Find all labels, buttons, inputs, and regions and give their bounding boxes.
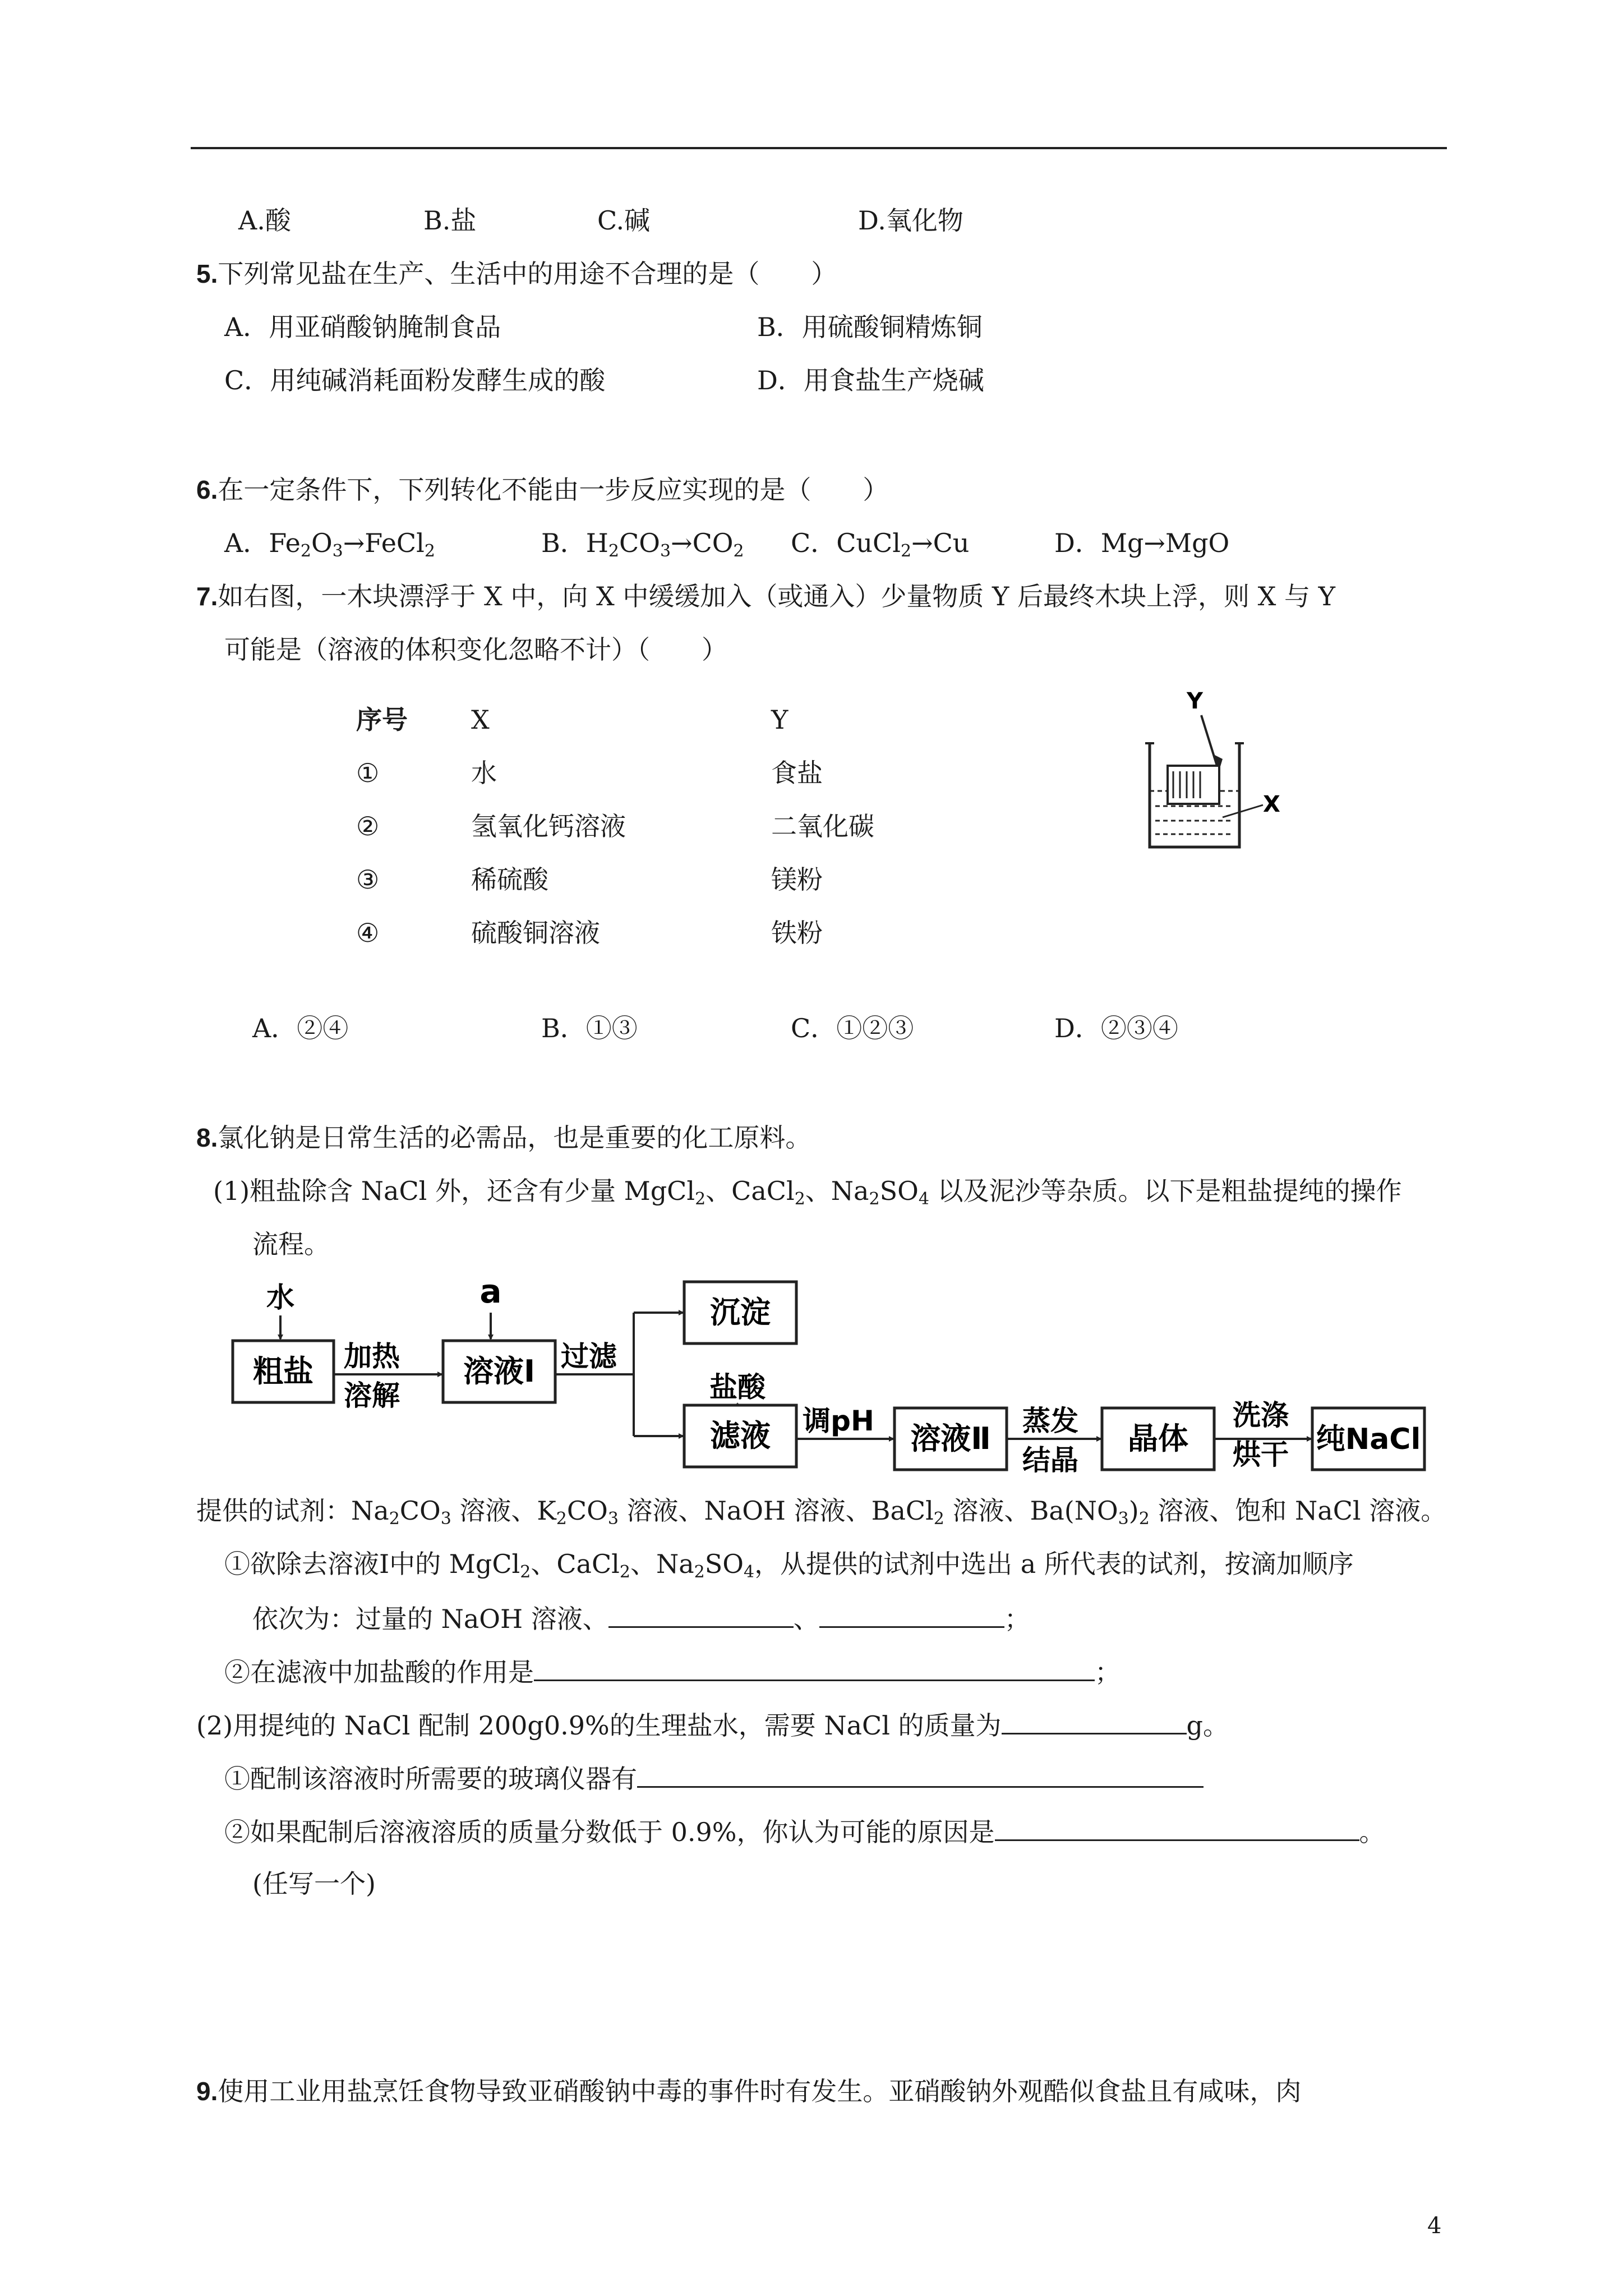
beaker-figure: [1138, 687, 1301, 855]
flow-hcl-label: 盐酸: [709, 1371, 766, 1404]
q6-number: 6.: [196, 475, 218, 504]
q8-part2: (2)用提纯的 NaCl 配制 200g0.9%的生理盐水，需要 NaCl 的质量为 g。: [196, 1708, 1229, 1741]
q8-part2-note: (任写一个): [252, 1869, 376, 1899]
q8-part1-line1: (1)粗盐除含 NaCl 外，还含有少量 MgCl$_2$、CaCl$_2$、$Na_2SO_4$ 以及泥沙等杂质。以下是粗盐提纯的操作: [213, 1176, 1402, 1209]
page-number: 4: [1427, 2213, 1442, 2239]
flow-crude-salt-label: 粗盐: [253, 1354, 313, 1389]
q7-table-cell: ④: [356, 918, 380, 948]
figure-label-x: X: [1263, 792, 1280, 817]
flow-solution1-label: 溶液Ⅰ: [463, 1354, 536, 1389]
q6-option-c: C．CuCl$_2$→Cu: [791, 528, 970, 561]
q7-table-cell: 食盐: [771, 758, 823, 788]
q8-sub2: ②在滤液中加盐酸的作用是 ；: [224, 1655, 1121, 1688]
flow-heat-label: 加热: [344, 1340, 400, 1373]
q7-option-b: B．①③: [541, 1013, 638, 1043]
q4-option-b: B.盐: [423, 205, 477, 236]
flow-pure-nacl-label: 纯NaCl: [1316, 1423, 1421, 1456]
q9-number: 9.: [196, 2077, 218, 2106]
flow-filter-label: 过滤: [561, 1340, 617, 1373]
q7-table-cell: 硫酸铜溶液: [471, 918, 600, 948]
flow-wash-label: 洗涤: [1233, 1399, 1289, 1432]
flow-adjust-ph-label: 调pH: [803, 1405, 874, 1437]
q7-option-a: A．②④: [252, 1013, 349, 1043]
q7-option-d: D．②③④: [1054, 1013, 1178, 1043]
q6-stem: 6.在一定条件下，下列转化不能由一步反应实现的是（ ）: [196, 475, 889, 505]
q8-part2-sub2: ②如果配制后溶液溶质的质量分数低于 0.9%，你认为可能的原因是 。: [224, 1815, 1385, 1848]
q7-table-header-x: X: [471, 705, 490, 735]
q5-number: 5.: [196, 259, 218, 288]
q7-option-c: C．①②③: [791, 1013, 914, 1043]
answer-blank-4[interactable]: [1002, 1708, 1187, 1734]
answer-blank-2[interactable]: [819, 1602, 1004, 1628]
flow-crystal-label: 晶体: [1128, 1421, 1188, 1456]
q6-option-a: A．$Fe_2O_3\to FeCl_2$: [224, 528, 435, 561]
q8-stem: 8.氯化钠是日常生活的必需品，也是重要的化工原料。: [196, 1122, 811, 1153]
flow-water-label: 水: [266, 1281, 294, 1314]
answer-blank-6[interactable]: [995, 1815, 1359, 1841]
purification-flowchart: [224, 1268, 1492, 1492]
q9-stem: 9.使用工业用盐烹饪食物导致亚硝酸钠中毒的事件时有发生。亚硝酸钠外观酷似食盐且有咸味，肉: [196, 2076, 1302, 2106]
q7-table-cell: 稀硫酸: [471, 864, 548, 895]
flow-filtrate-label: 滤液: [710, 1418, 771, 1453]
q7-table-cell: ③: [356, 864, 380, 895]
q6-option-d: D．Mg→MgO: [1054, 528, 1230, 558]
q8-sub1-line2: 依次为：过量的 NaOH 溶液、 、 ；: [252, 1602, 1030, 1635]
q8-sub1-line1: ①欲除去溶液Ⅰ中的 MgCl$_2$、CaCl$_2$、$Na_2SO_4$，从提供的试剂中选出 a 所代表的试剂，按滴加顺序: [224, 1549, 1354, 1582]
q7-table-cell: ①: [356, 758, 380, 788]
q7-stem-line2: 可能是（溶液的体积变化忽略不计）（ ）: [224, 634, 727, 665]
q8-part1-line2: 流程。: [252, 1229, 330, 1259]
q7-table-cell: 水: [471, 758, 497, 788]
q4-option-a: A.酸: [238, 205, 291, 236]
answer-blank-3[interactable]: [534, 1655, 1095, 1681]
flow-reagent-a-label: a: [479, 1272, 502, 1310]
q7-table-header-y: Y: [771, 705, 789, 735]
q7-table-cell: 镁粉: [771, 864, 823, 895]
q5-stem: 5.下列常见盐在生产、生活中的用途不合理的是（ ）: [196, 259, 837, 289]
answer-blank-5[interactable]: [637, 1761, 1204, 1788]
q4-option-d: D.氧化物: [858, 205, 963, 236]
answer-blank-1[interactable]: [608, 1602, 794, 1628]
q8-reagents: 提供的试剂：$Na_2CO_3$ 溶液、$K_2CO_3$ 溶液、NaOH 溶液、BaCl$_2$ 溶液、$Ba(NO_3)_2$ 溶液、饱和 NaCl 溶液。: [196, 1496, 1447, 1529]
q8-part2-sub1: ①配制该溶液时所需要的玻璃仪器有: [224, 1761, 1204, 1795]
q7-table-cell: ②: [356, 811, 380, 841]
header-rule: [191, 147, 1447, 149]
figure-label-y: Y: [1187, 688, 1203, 714]
q5-option-c: C．用纯碱消耗面粉发酵生成的酸: [224, 365, 606, 395]
flow-evaporate-label: 蒸发: [1022, 1405, 1078, 1437]
q8-number: 8.: [196, 1123, 218, 1152]
q4-option-c: C.碱: [597, 205, 651, 236]
q7-table-header-index: 序号: [356, 705, 408, 735]
q6-option-b: B．$H_2CO_3\to CO_2$: [541, 528, 744, 561]
q7-number: 7.: [196, 582, 218, 611]
q5-option-b: B．用硫酸铜精炼铜: [757, 312, 983, 342]
q5-option-a: A．用亚硝酸钠腌制食品: [224, 312, 501, 342]
q5-option-d: D．用食盐生产烧碱: [757, 365, 984, 395]
q7-table-cell: 铁粉: [771, 918, 823, 948]
q7-table-cell: 二氧化碳: [771, 811, 874, 841]
flow-precipitate-label: 沉淀: [710, 1295, 771, 1330]
flow-crystallize-label: 结晶: [1022, 1444, 1078, 1476]
flow-dry-label: 烘干: [1233, 1438, 1289, 1471]
q7-table-cell: 氢氧化钙溶液: [471, 811, 626, 841]
q7-stem: 7.如右图，一木块漂浮于 X 中，向 X 中缓缓加入（或通入）少量物质 Y 后最终木块上浮，则 X 与 Y: [196, 581, 1335, 611]
flow-solution2-label: 溶液Ⅱ: [910, 1421, 991, 1456]
flow-dissolve-label: 溶解: [344, 1379, 400, 1412]
